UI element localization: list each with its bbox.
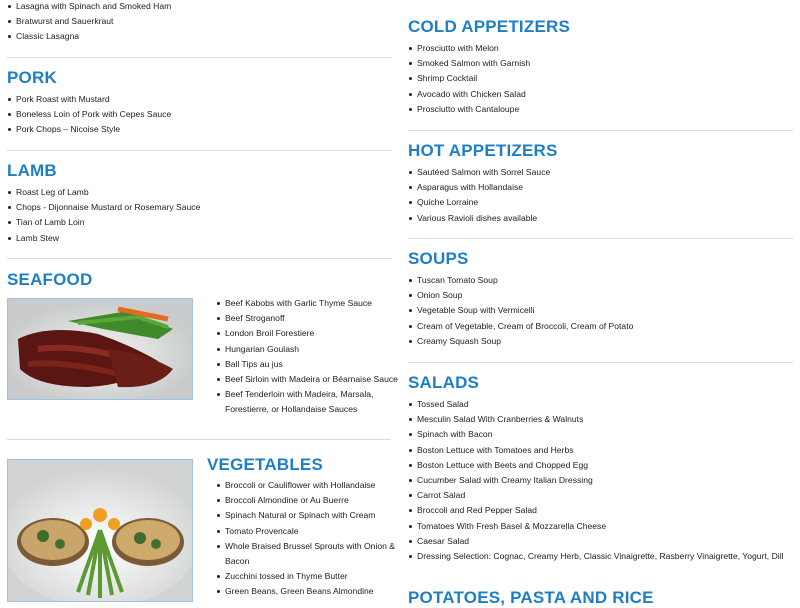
- list-item: Beef Kabobs with Garlic Thyme Sauce: [225, 296, 401, 311]
- list-item: London Broil Forestiere: [225, 326, 401, 341]
- list-item: Boneless Loin of Pork with Cepes Sauce: [16, 107, 396, 122]
- list-item: Various Ravioli dishes available: [417, 211, 797, 226]
- list-item: Dressing Selection: Cognac, Creamy Herb, Classic Vinaigrette, Rasberry Vinaigrette, Yogurt, Dill: [417, 549, 800, 564]
- soups-list: [408, 273, 797, 349]
- list-item: Broccoli and Red Pepper Salad: [417, 503, 800, 518]
- list-item: Lasagna with Spinach and Smoked Ham: [16, 0, 396, 14]
- lamb-list: [7, 185, 396, 246]
- list-item: Cucumber Salad with Creamy Italian Dressing: [417, 473, 800, 488]
- hot-appetizers-heading: HOT APPETIZERS: [408, 141, 558, 160]
- list-item: Spinach with Bacon: [417, 427, 800, 442]
- list-item: Spinach Natural or Spinach with Cream: [225, 508, 401, 523]
- list-item: Boston Lettuce with Beets and Chopped Egg: [417, 458, 800, 473]
- list-item: Beef Tenderloin with Madeira, Marsala, Forestierre, or Hollandaise Sauces: [225, 387, 401, 417]
- divider: [7, 439, 391, 440]
- list-item: Asparagus with Hollandaise: [417, 180, 797, 195]
- list-item: Beef Sirloin with Madeira or Béarnaise Sauce: [225, 372, 401, 387]
- list-item: Prosciutto with Cantaloupe: [417, 102, 797, 117]
- list-item: Avocado with Chicken Salad: [417, 87, 797, 102]
- list-item: Carrot Salad: [417, 488, 800, 503]
- lamb-heading: LAMB: [7, 161, 57, 180]
- list-item: Quiche Lorraine: [417, 195, 797, 210]
- salads-list: [408, 397, 800, 564]
- list-item: Pork Chops – Nicoise Style: [16, 122, 396, 137]
- list-item: Tomato Provencale: [225, 524, 401, 539]
- pork-list: [7, 92, 396, 138]
- list-item: Pork Roast with Mustard: [16, 92, 396, 107]
- vegetables-image: [8, 460, 192, 601]
- divider: [408, 238, 793, 239]
- pork-heading: PORK: [7, 68, 57, 87]
- seafood-heading: SEAFOOD: [7, 270, 93, 289]
- list-item: Beef Stroganoff: [225, 311, 401, 326]
- list-item: Zucchini tossed in Thyme Butter: [225, 569, 401, 584]
- list-item: Roast Leg of Lamb: [16, 185, 396, 200]
- list-item: Prosciutto with Melon: [417, 41, 797, 56]
- divider: [408, 362, 793, 363]
- list-item: Boston Lettuce with Tomatoes and Herbs: [417, 443, 800, 458]
- divider: [408, 130, 793, 131]
- list-item: Tuscan Tomato Soup: [417, 273, 797, 288]
- list-item: Broccoli Almondine or Au Buerre: [225, 493, 401, 508]
- list-item: Lamb Stew: [16, 231, 396, 246]
- list-item: Sautéed Salmon with Sorrel Sauce: [417, 165, 797, 180]
- list-item: Creamy Squash Soup: [417, 334, 797, 349]
- list-item: Vegetable Soup with Vermicelli: [417, 303, 797, 318]
- list-item: Green Beans, Green Beans Almondine: [225, 584, 401, 599]
- hot-appetizers-list: [408, 165, 797, 226]
- steak-image: [8, 299, 192, 399]
- list-item: Tossed Salad: [417, 397, 800, 412]
- list-item: Caesar Salad: [417, 534, 800, 549]
- stuffed-vegetable-plate-photo: [7, 459, 193, 602]
- cold-appetizers-list: [408, 41, 797, 117]
- potatoes-pasta-rice-heading: POTATOES, PASTA AND RICE: [408, 588, 654, 607]
- list-item: Smoked Salmon with Garnish: [417, 56, 797, 71]
- divider: [7, 258, 391, 259]
- divider: [7, 57, 391, 58]
- list-item: Classic Lasagna: [16, 29, 396, 44]
- list-item: Chops - Dijonnaise Mustard or Rosemary Sauce: [16, 200, 396, 215]
- list-item: Onion Soup: [417, 288, 797, 303]
- divider: [7, 150, 391, 151]
- salads-heading: SALADS: [408, 373, 480, 392]
- list-item: Bratwurst and Sauerkraut: [16, 14, 396, 29]
- list-item: Hungarian Goulash: [225, 342, 401, 357]
- list-item: Mesculin Salad With Cranberries & Walnuts: [417, 412, 800, 427]
- vegetables-heading: VEGETABLES: [207, 455, 323, 474]
- steak-photo: [7, 298, 193, 400]
- vegetables-list: [216, 478, 401, 600]
- list-item: Shrimp Cocktail: [417, 71, 797, 86]
- list-item: Tian of Lamb Loin: [16, 215, 396, 230]
- left-top-list: [7, 0, 396, 45]
- list-item: Ball Tips au jus: [225, 357, 401, 372]
- soups-heading: SOUPS: [408, 249, 469, 268]
- cold-appetizers-heading: COLD APPETIZERS: [408, 17, 570, 36]
- list-item: Cream of Vegetable, Cream of Broccoli, Cream of Potato: [417, 319, 797, 334]
- list-item: Broccoli or Cauliflower with Hollandaise: [225, 478, 401, 493]
- list-item: Tomatoes With Fresh Basel & Mozzarella Cheese: [417, 519, 800, 534]
- beef-list: [216, 296, 401, 418]
- list-item: Whole Braised Brussel Sprouts with Onion & Bacon: [225, 539, 401, 569]
